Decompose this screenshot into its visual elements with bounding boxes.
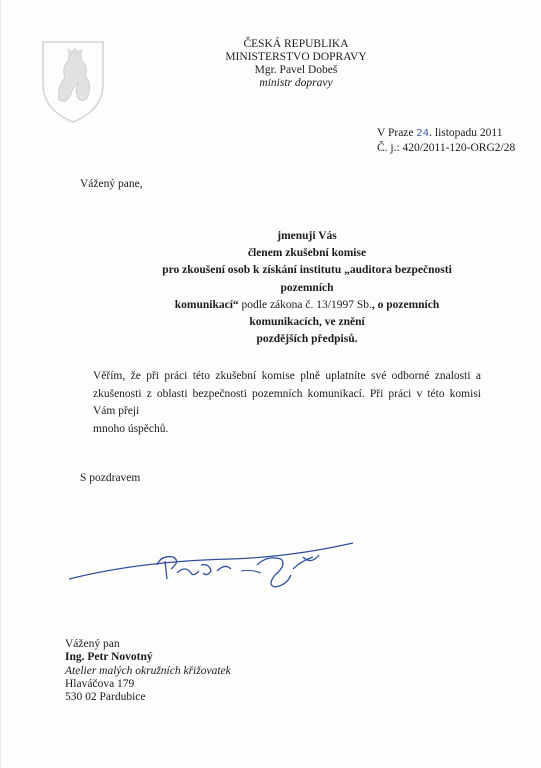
date-suffix: . listopadu 2011 — [429, 127, 503, 139]
date-line — [377, 126, 515, 141]
letterhead — [151, 38, 441, 90]
country-name: ČESKÁ REPUBLIKA — [243, 38, 349, 50]
addressee-organization: Atelier malých okružních křižovatek — [65, 664, 231, 677]
minister-role: ministr dopravy — [259, 77, 333, 89]
appointment-line: pozdějších předpisů. — [256, 333, 358, 346]
addressee-block — [65, 638, 231, 704]
body-text: Věřím, že při práci této zkušební komise plně uplatníte své odborné znalosti a zkušenosti z oblasti bezpečnosti pozemních komunikací. Při práci v této komisi Vám přeji — [93, 370, 481, 417]
appointment-line — [149, 297, 465, 331]
appointment-fragment: komunikací“ — [174, 298, 239, 311]
addressee-name: Ing. Petr Novotný — [65, 651, 153, 664]
closing: S pozdravem — [80, 472, 141, 484]
minister-name: Mgr. Pavel Dobeš — [254, 64, 338, 76]
signature-icon — [61, 535, 361, 595]
appointment-fragment: , o pozemních komunikacích, ve znění — [249, 298, 440, 329]
addressee-street: Hlaváčova 179 — [65, 677, 135, 690]
reference-number: Č. j.: 420/2011-120-ORG2/28 — [377, 142, 516, 154]
date-block — [377, 126, 515, 156]
salutation: Vážený pane, — [80, 178, 143, 190]
addressee-city: 530 02 Pardubice — [65, 691, 146, 704]
date-prefix: V Praze — [377, 127, 414, 139]
state-emblem-icon — [37, 38, 109, 124]
appointment-text — [149, 228, 465, 348]
appointment-fragment: podle zákona č. 13/1997 Sb. — [238, 298, 372, 311]
appointment-line: členem zkušební komise — [247, 247, 367, 260]
handwritten-day: 24 — [416, 128, 430, 139]
body-paragraph — [93, 368, 481, 438]
appointment-line: jmenuji Vás — [277, 230, 337, 242]
appointment-line: pro zkoušení osob k získání institutu „auditora bezpečnosti pozemních — [162, 264, 452, 294]
ministry-name: MINISTERSTVO DOPRAVY — [225, 51, 367, 63]
body-text-last: mnoho úspěchů. — [93, 422, 169, 435]
addressee-greeting: Vážený pan — [65, 638, 120, 650]
